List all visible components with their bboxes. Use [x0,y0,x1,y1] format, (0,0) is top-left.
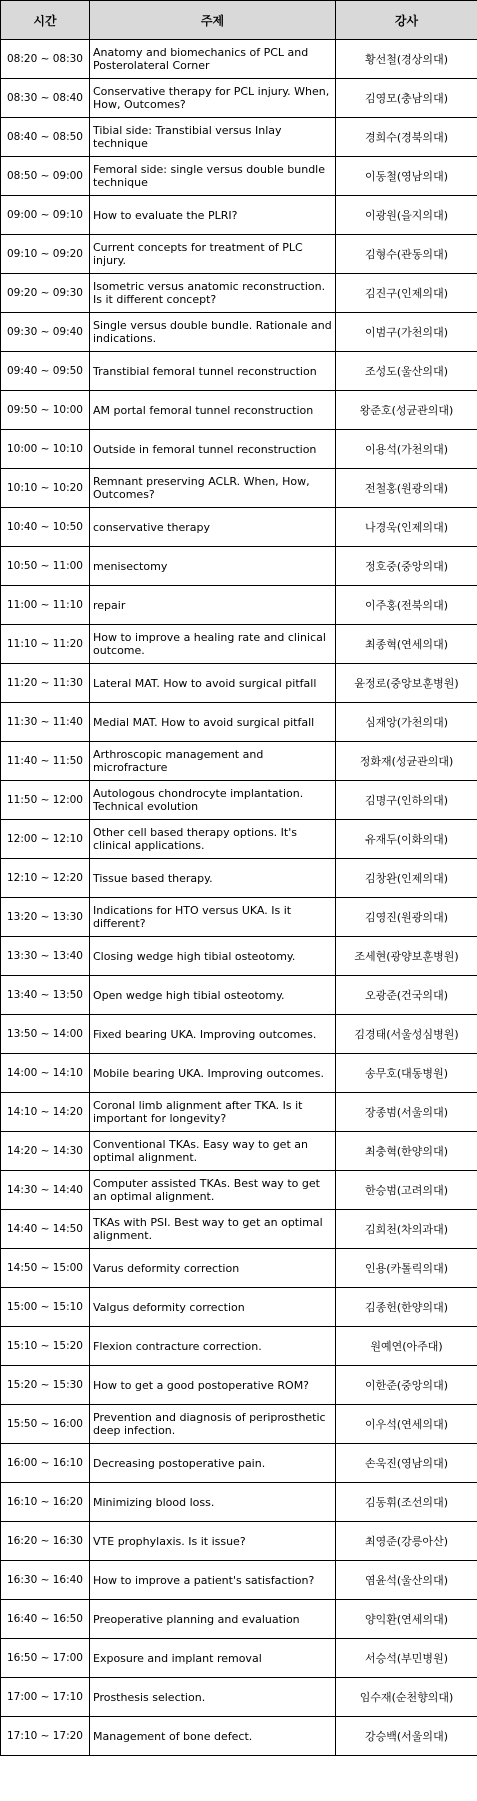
topic-cell: Prosthesis selection. [90,1678,336,1717]
speaker-cell: 임수재(순천향의대) [336,1678,477,1717]
table-row [1,1444,477,1483]
table-row [1,1522,477,1561]
time-cell: 16:50 ~ 17:00 [1,1639,90,1678]
time-cell: 13:30 ~ 13:40 [1,937,90,976]
table-row [1,937,477,976]
topic-cell: Femoral side: single versus double bundle technique [90,157,336,196]
table-row [1,235,477,274]
time-cell: 11:50 ~ 12:00 [1,781,90,820]
speaker-cell: 조성도(울산의대) [336,352,477,391]
speaker-cell: 이범구(가천의대) [336,313,477,352]
topic-cell: TKAs with PSI. Best way to get an optimal alignment. [90,1210,336,1249]
speaker-cell: 인용(카톨릭의대) [336,1249,477,1288]
table-row [1,781,477,820]
speaker-cell: 김형수(관동의대) [336,235,477,274]
time-cell: 08:20 ~ 08:30 [1,40,90,79]
time-cell: 08:50 ~ 09:00 [1,157,90,196]
time-cell: 09:00 ~ 09:10 [1,196,90,235]
topic-cell: Closing wedge high tibial osteotomy. [90,937,336,976]
table-row [1,1327,477,1366]
topic-cell: Single versus double bundle. Rationale and indications. [90,313,336,352]
table-row [1,1600,477,1639]
table-row [1,1717,477,1756]
speaker-cell: 원예연(아주대) [336,1327,477,1366]
speaker-cell: 최충혁(한양의대) [336,1132,477,1171]
time-cell: 12:00 ~ 12:10 [1,820,90,859]
time-cell: 09:50 ~ 10:00 [1,391,90,430]
topic-cell: Mobile bearing UKA. Improving outcomes. [90,1054,336,1093]
time-cell: 10:10 ~ 10:20 [1,469,90,508]
topic-cell: Minimizing blood loss. [90,1483,336,1522]
topic-cell: Valgus deformity correction [90,1288,336,1327]
table-row [1,547,477,586]
table-row [1,703,477,742]
speaker-cell: 송무호(대동병원) [336,1054,477,1093]
speaker-cell: 전철홍(원광의대) [336,469,477,508]
time-cell: 13:20 ~ 13:30 [1,898,90,937]
time-cell: 13:50 ~ 14:00 [1,1015,90,1054]
topic-cell: Medial MAT. How to avoid surgical pitfall [90,703,336,742]
table-row [1,40,477,79]
time-cell: 11:30 ~ 11:40 [1,703,90,742]
table-row [1,1561,477,1600]
time-cell: 16:00 ~ 16:10 [1,1444,90,1483]
topic-cell: AM portal femoral tunnel reconstruction [90,391,336,430]
table-row [1,859,477,898]
speaker-cell: 김동휘(조선의대) [336,1483,477,1522]
time-cell: 15:50 ~ 16:00 [1,1405,90,1444]
time-cell: 16:10 ~ 16:20 [1,1483,90,1522]
table-row [1,1093,477,1132]
speaker-cell: 김진구(인제의대) [336,274,477,313]
speaker-cell: 심재앙(가천의대) [336,703,477,742]
topic-cell: Arthroscopic management and microfracture [90,742,336,781]
table-row [1,1366,477,1405]
table-row [1,898,477,937]
table-row [1,1288,477,1327]
table-row [1,820,477,859]
speaker-cell: 이용석(가천의대) [336,430,477,469]
speaker-cell: 장종범(서울의대) [336,1093,477,1132]
topic-cell: Open wedge high tibial osteotomy. [90,976,336,1015]
topic-cell: Coronal limb alignment after TKA. Is it important for longevity? [90,1093,336,1132]
time-cell: 09:30 ~ 09:40 [1,313,90,352]
time-cell: 13:40 ~ 13:50 [1,976,90,1015]
topic-cell: How to get a good postoperative ROM? [90,1366,336,1405]
time-cell: 10:40 ~ 10:50 [1,508,90,547]
table-row [1,1132,477,1171]
speaker-cell: 김종헌(한양의대) [336,1288,477,1327]
topic-cell: Fixed bearing UKA. Improving outcomes. [90,1015,336,1054]
table-row [1,508,477,547]
topic-cell: Lateral MAT. How to avoid surgical pitfall [90,664,336,703]
time-cell: 10:00 ~ 10:10 [1,430,90,469]
speaker-cell: 김영진(원광의대) [336,898,477,937]
speaker-cell: 왕준호(성균관의대) [336,391,477,430]
time-cell: 11:00 ~ 11:10 [1,586,90,625]
time-cell: 10:50 ~ 11:00 [1,547,90,586]
header-time: 시간 [1,1,90,40]
topic-cell: How to evaluate the PLRI? [90,196,336,235]
topic-cell: Tibial side: Transtibial versus Inlay technique [90,118,336,157]
speaker-cell: 윤정로(중앙보훈병원) [336,664,477,703]
speaker-cell: 조세현(광양보훈병원) [336,937,477,976]
time-cell: 16:40 ~ 16:50 [1,1600,90,1639]
speaker-cell: 나경욱(인제의대) [336,508,477,547]
speaker-cell: 최종혁(연세의대) [336,625,477,664]
time-cell: 17:00 ~ 17:10 [1,1678,90,1717]
speaker-cell: 정화재(성균관의대) [336,742,477,781]
table-row [1,742,477,781]
topic-cell: conservative therapy [90,508,336,547]
topic-cell: Other cell based therapy options. It's clinical applications. [90,820,336,859]
speaker-cell: 강승백(서울의대) [336,1717,477,1756]
speaker-cell: 손욱진(영남의대) [336,1444,477,1483]
topic-cell: Flexion contracture correction. [90,1327,336,1366]
topic-cell: Prevention and diagnosis of periprosthetic deep infection. [90,1405,336,1444]
speaker-cell: 이광원(을지의대) [336,196,477,235]
speaker-cell: 김경태(서울성심병원) [336,1015,477,1054]
topic-cell: Computer assisted TKAs. Best way to get an optimal alignment. [90,1171,336,1210]
table-row [1,1171,477,1210]
speaker-cell: 김명구(인하의대) [336,781,477,820]
speaker-cell: 한승범(고려의대) [336,1171,477,1210]
table-row [1,196,477,235]
time-cell: 11:10 ~ 11:20 [1,625,90,664]
time-cell: 09:20 ~ 09:30 [1,274,90,313]
speaker-cell: 서승석(부민병원) [336,1639,477,1678]
topic-cell: Exposure and implant removal [90,1639,336,1678]
topic-cell: menisectomy [90,547,336,586]
time-cell: 14:20 ~ 14:30 [1,1132,90,1171]
topic-cell: Transtibial femoral tunnel reconstruction [90,352,336,391]
time-cell: 12:10 ~ 12:20 [1,859,90,898]
topic-cell: Decreasing postoperative pain. [90,1444,336,1483]
time-cell: 11:20 ~ 11:30 [1,664,90,703]
topic-cell: Management of bone defect. [90,1717,336,1756]
time-cell: 08:40 ~ 08:50 [1,118,90,157]
topic-cell: Preoperative planning and evaluation [90,1600,336,1639]
speaker-cell: 최영준(강릉아산) [336,1522,477,1561]
topic-cell: Varus deformity correction [90,1249,336,1288]
time-cell: 14:40 ~ 14:50 [1,1210,90,1249]
table-row [1,1405,477,1444]
topic-cell: Outside in femoral tunnel reconstruction [90,430,336,469]
speaker-cell: 경희수(경북의대) [336,118,477,157]
table-row [1,79,477,118]
time-cell: 17:10 ~ 17:20 [1,1717,90,1756]
topic-cell: Tissue based therapy. [90,859,336,898]
time-cell: 16:30 ~ 16:40 [1,1561,90,1600]
speaker-cell: 염윤석(울산의대) [336,1561,477,1600]
table-row [1,313,477,352]
table-row [1,1639,477,1678]
table-row [1,352,477,391]
time-cell: 15:10 ~ 15:20 [1,1327,90,1366]
time-cell: 16:20 ~ 16:30 [1,1522,90,1561]
speaker-cell: 양익환(연세의대) [336,1600,477,1639]
table-row [1,1249,477,1288]
time-cell: 14:10 ~ 14:20 [1,1093,90,1132]
speaker-cell: 김영모(충남의대) [336,79,477,118]
speaker-cell: 이주홍(전북의대) [336,586,477,625]
speaker-cell: 유재두(이화의대) [336,820,477,859]
topic-cell: Remnant preserving ACLR. When, How, Outcomes? [90,469,336,508]
topic-cell: Anatomy and biomechanics of PCL and Posterolateral Corner [90,40,336,79]
time-cell: 09:10 ~ 09:20 [1,235,90,274]
speaker-cell: 이동철(영남의대) [336,157,477,196]
time-cell: 14:50 ~ 15:00 [1,1249,90,1288]
time-cell: 14:00 ~ 14:10 [1,1054,90,1093]
table-row [1,430,477,469]
topic-cell: How to improve a healing rate and clinical outcome. [90,625,336,664]
table-row [1,391,477,430]
header-speaker: 강사 [336,1,477,40]
topic-cell: repair [90,586,336,625]
topic-cell: Autologous chondrocyte implantation. Technical evolution [90,781,336,820]
time-cell: 08:30 ~ 08:40 [1,79,90,118]
table-row [1,1210,477,1249]
table-row [1,586,477,625]
speaker-cell: 황선철(경상의대) [336,40,477,79]
topic-cell: Isometric versus anatomic reconstruction. Is it different concept? [90,274,336,313]
table-row [1,1483,477,1522]
topic-cell: How to improve a patient's satisfaction? [90,1561,336,1600]
speaker-cell: 이한준(중앙의대) [336,1366,477,1405]
header-row [1,1,477,40]
speaker-cell: 오광준(건국의대) [336,976,477,1015]
time-cell: 15:20 ~ 15:30 [1,1366,90,1405]
table-row [1,1054,477,1093]
table-row [1,625,477,664]
topic-cell: Current concepts for treatment of PLC injury. [90,235,336,274]
header-topic: 주제 [90,1,336,40]
topic-cell: Indications for HTO versus UKA. Is it different? [90,898,336,937]
speaker-cell: 김희천(차의과대) [336,1210,477,1249]
time-cell: 14:30 ~ 14:40 [1,1171,90,1210]
table-row [1,664,477,703]
table-row [1,469,477,508]
time-cell: 11:40 ~ 11:50 [1,742,90,781]
topic-cell: Conventional TKAs. Easy way to get an optimal alignment. [90,1132,336,1171]
table-row [1,118,477,157]
table-row [1,976,477,1015]
speaker-cell: 이우석(연세의대) [336,1405,477,1444]
topic-cell: Conservative therapy for PCL injury. When, How, Outcomes? [90,79,336,118]
speaker-cell: 김창완(인제의대) [336,859,477,898]
table-row [1,274,477,313]
speaker-cell: 정호중(중앙의대) [336,547,477,586]
time-cell: 09:40 ~ 09:50 [1,352,90,391]
table-row [1,1015,477,1054]
table-row [1,157,477,196]
topic-cell: VTE prophylaxis. Is it issue? [90,1522,336,1561]
table-row [1,1678,477,1717]
time-cell: 15:00 ~ 15:10 [1,1288,90,1327]
